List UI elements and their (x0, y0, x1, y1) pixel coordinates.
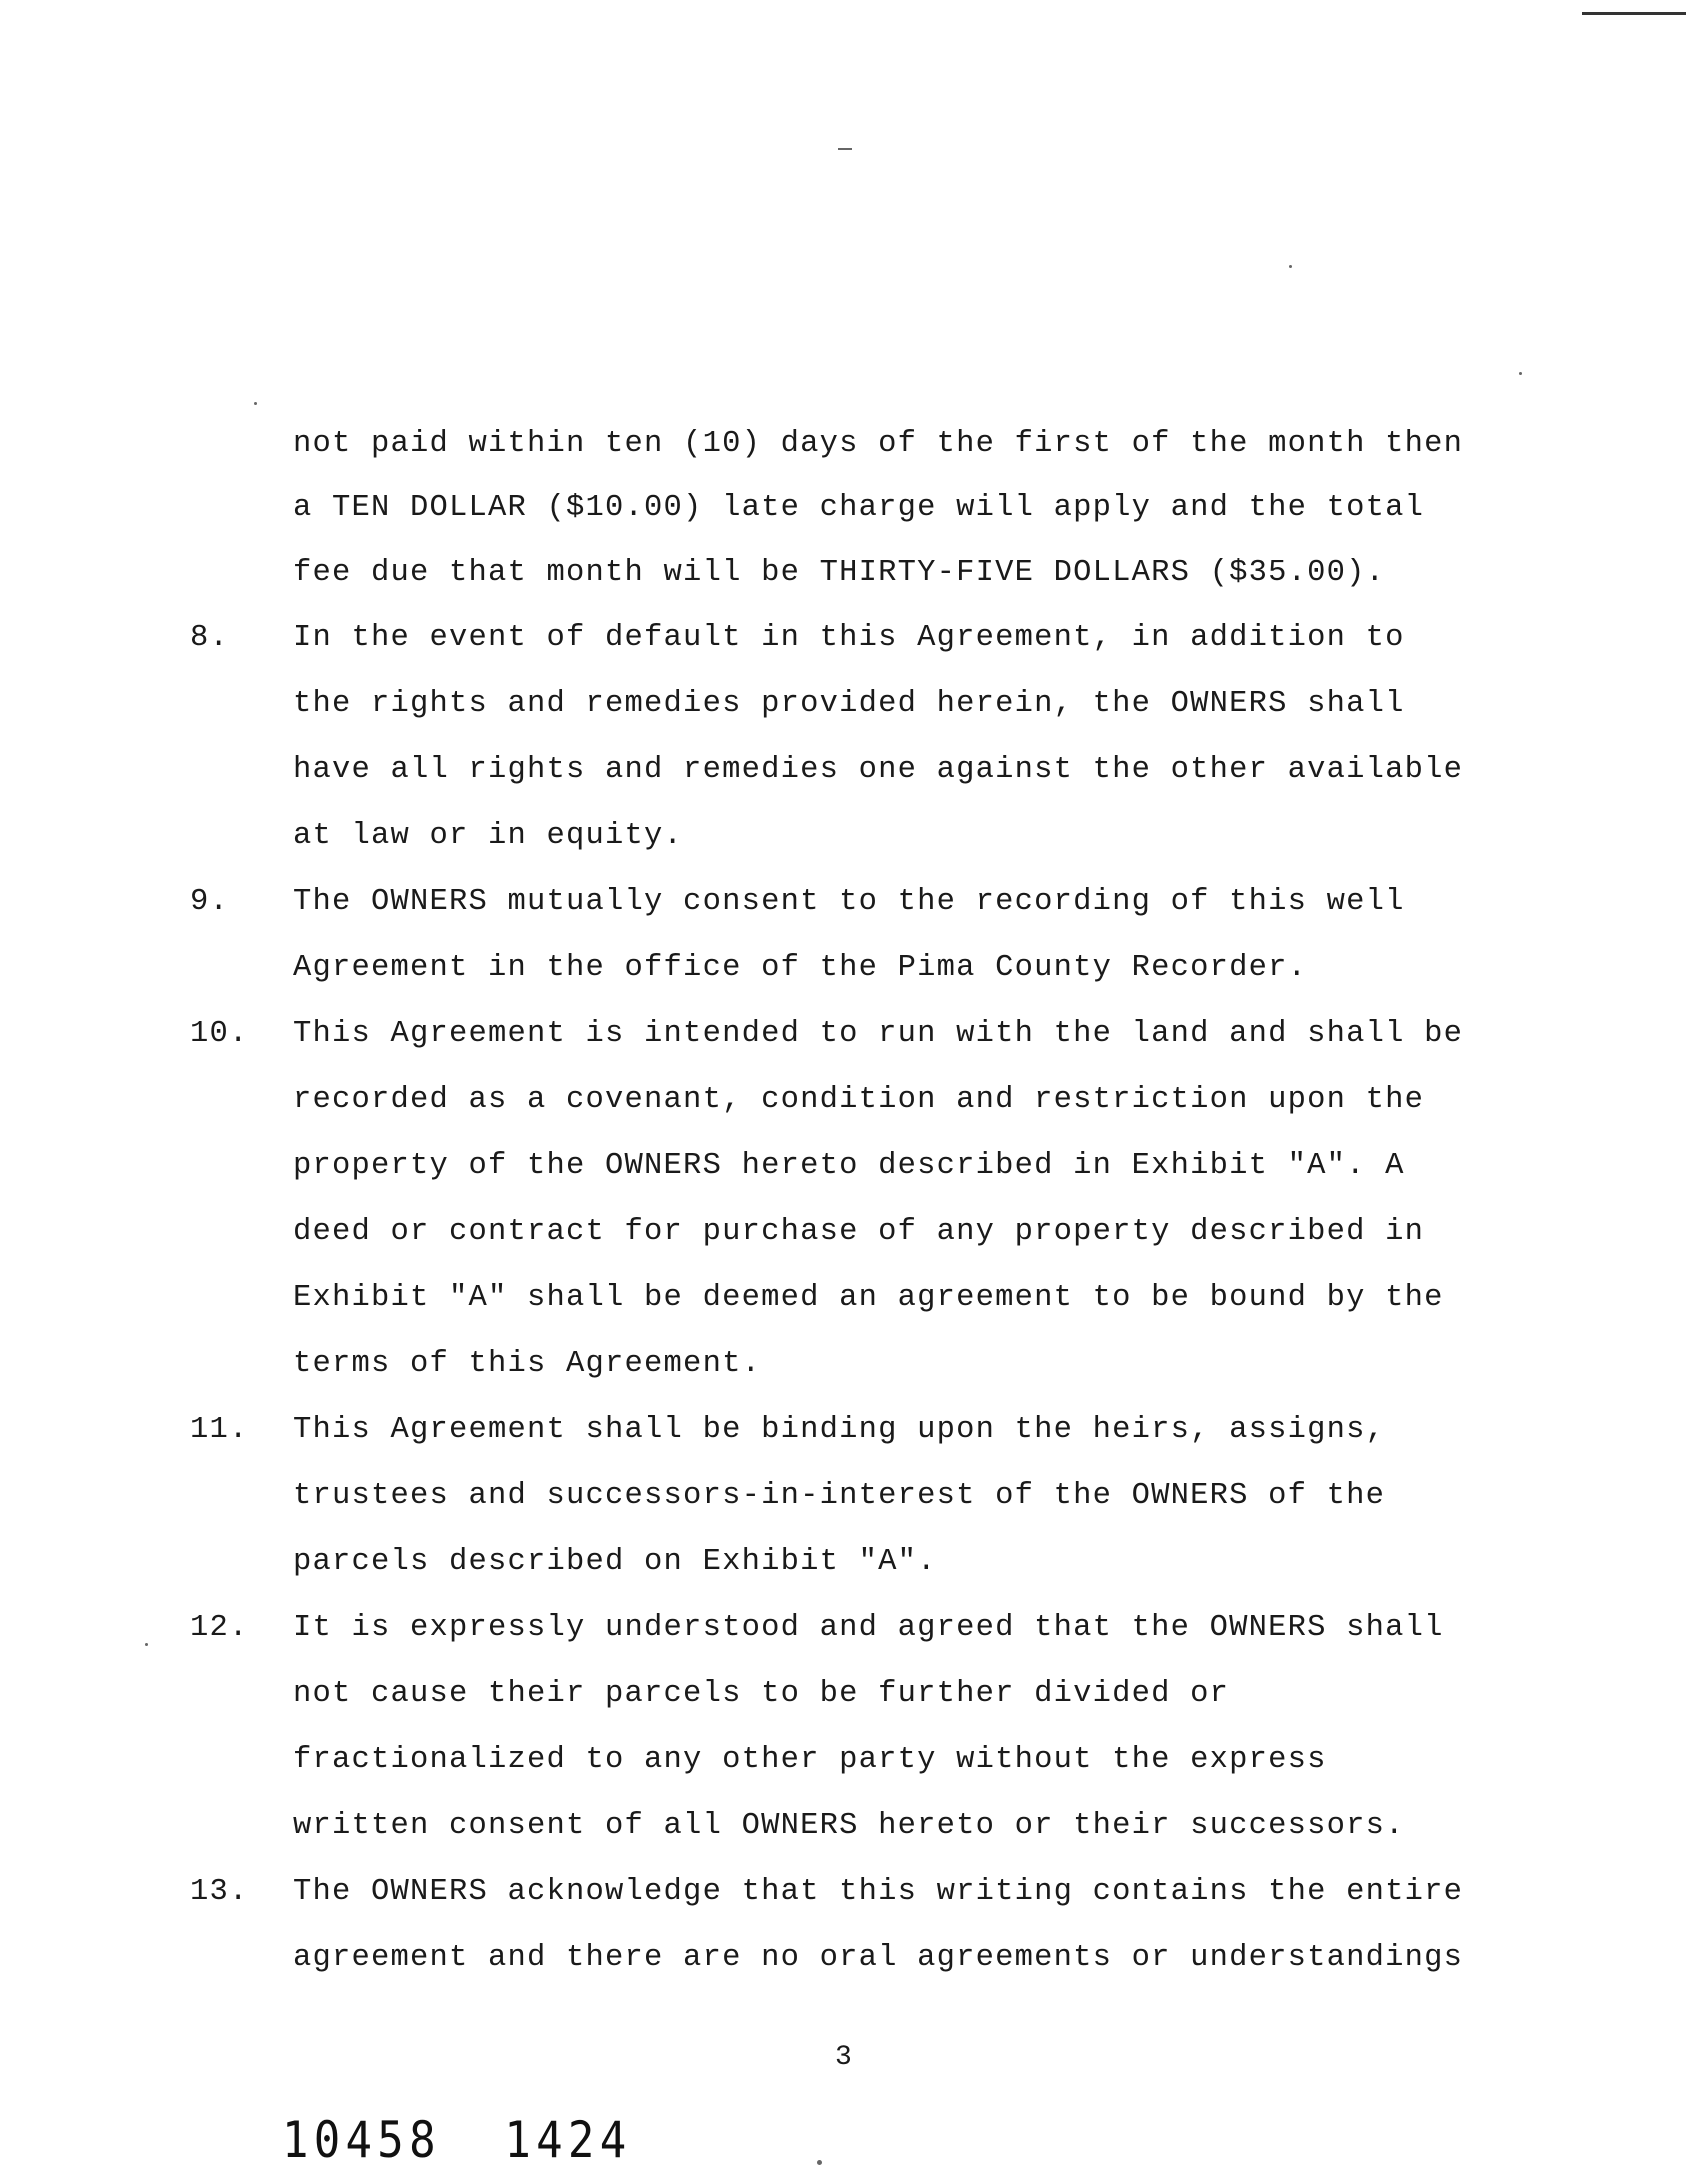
clause-number: 8. (190, 621, 230, 655)
scan-speck (145, 1643, 148, 1646)
clause-line: at law or in equity. (293, 819, 684, 853)
clause-line: fractionalized to any other party without the express (293, 1743, 1327, 1777)
clause-number: 11. (190, 1413, 249, 1447)
page-number: 3 (835, 2042, 852, 2073)
scan-speck (838, 148, 852, 150)
clause-line: This Agreement shall be binding upon the heirs, assigns, (293, 1413, 1386, 1447)
clause-number: 13. (190, 1875, 249, 1909)
clause-line: property of the OWNERS hereto described in Exhibit "A". A (293, 1149, 1405, 1183)
intro-line: a TEN DOLLAR ($10.00) late charge will apply and the total (293, 491, 1425, 525)
scan-speck (1289, 265, 1292, 268)
clause-line: In the event of default in this Agreement, in addition to (293, 621, 1405, 655)
clause-number: 12. (190, 1611, 249, 1645)
clause-line: Agreement in the office of the Pima County Recorder. (293, 951, 1308, 985)
clause-line: agreement and there are no oral agreements or understandings (293, 1941, 1464, 1975)
clause-line: deed or contract for purchase of any property described in (293, 1215, 1425, 1249)
scan-speck (817, 2160, 822, 2165)
clause-line: recorded as a covenant, condition and restriction upon the (293, 1083, 1425, 1117)
clause-line: parcels described on Exhibit "A". (293, 1545, 937, 1579)
clause-line: trustees and successors-in-interest of the OWNERS of the (293, 1479, 1386, 1513)
clause-number: 10. (190, 1017, 249, 1051)
scan-speck (1519, 372, 1522, 375)
clause-line: have all rights and remedies one against the other available (293, 753, 1464, 787)
clause-line: Exhibit "A" shall be deemed an agreement to be bound by the (293, 1281, 1444, 1315)
clause-line: It is expressly understood and agreed that the OWNERS shall (293, 1611, 1444, 1645)
clause-line: The OWNERS mutually consent to the recording of this well (293, 885, 1405, 919)
intro-line: not paid within ten (10) days of the first of the month then (293, 427, 1464, 461)
clause-line: This Agreement is intended to run with the land and shall be (293, 1017, 1464, 1051)
recording-number: 10458 1424 (282, 2111, 632, 2169)
clause-line: the rights and remedies provided herein, the OWNERS shall (293, 687, 1405, 721)
clause-line: written consent of all OWNERS hereto or their successors. (293, 1809, 1405, 1843)
scan-edge-rule (1582, 12, 1686, 15)
clause-line: The OWNERS acknowledge that this writing contains the entire (293, 1875, 1464, 1909)
clause-number: 9. (190, 885, 230, 919)
scan-speck (254, 402, 257, 405)
clause-line: not cause their parcels to be further divided or (293, 1677, 1230, 1711)
intro-line: fee due that month will be THIRTY-FIVE DOLLARS ($35.00). (293, 556, 1386, 590)
clause-line: terms of this Agreement. (293, 1347, 762, 1381)
